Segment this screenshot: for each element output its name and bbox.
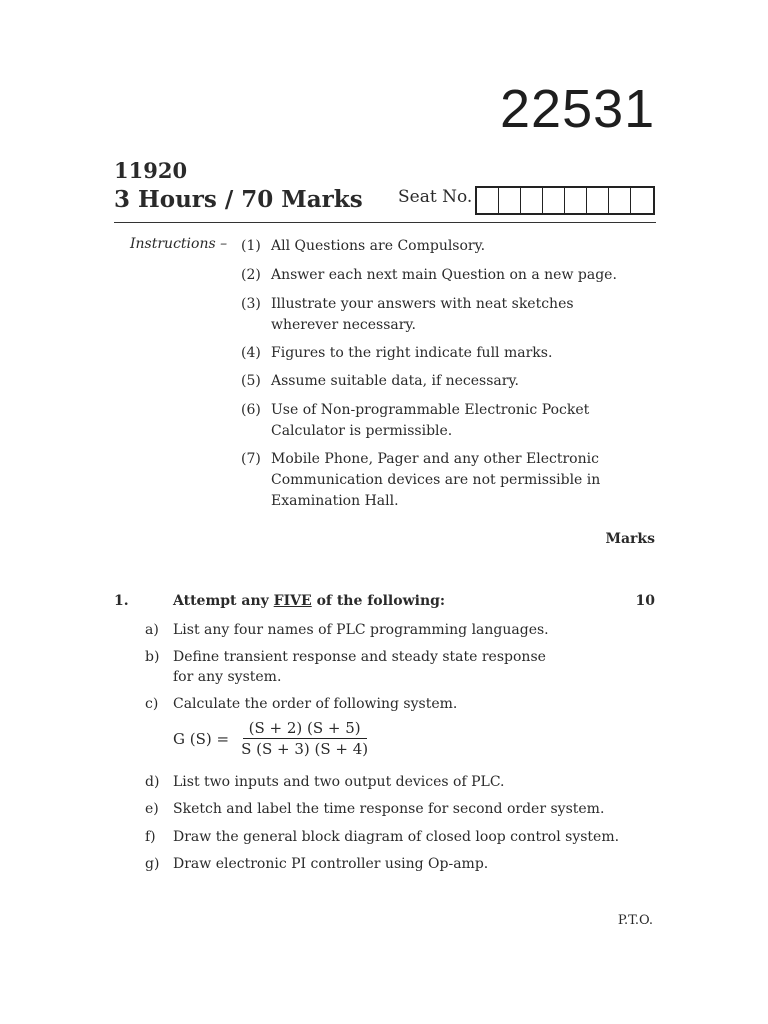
please-turn-over: P.T.O. <box>617 913 653 928</box>
question-part <box>145 827 625 847</box>
instruction-number: (4) <box>241 345 261 361</box>
instruction-number: (5) <box>241 373 261 389</box>
part-text: List two inputs and two output devices of PLC. <box>173 774 505 790</box>
instruction-item <box>241 449 635 512</box>
question-part <box>145 854 565 874</box>
instruction-item <box>241 400 635 442</box>
instruction-item <box>241 294 635 336</box>
question-stem-emphasis: FIVE <box>273 593 312 609</box>
instruction-item <box>241 343 635 364</box>
question-part <box>145 647 565 687</box>
marks-column-heading: Marks <box>605 531 655 547</box>
instruction-text: All Questions are Compulsory. <box>271 238 486 254</box>
formula-lhs: G (S) = <box>173 729 230 748</box>
part-text: Draw electronic PI controller using Op-amp. <box>173 856 489 872</box>
formula-fraction <box>235 718 374 759</box>
part-label: f) <box>145 829 156 845</box>
seat-box[interactable] <box>477 188 499 213</box>
duration-marks: 3 Hours / 70 Marks <box>114 186 363 213</box>
question-stem-before: Attempt any <box>173 593 269 609</box>
instruction-text: Mobile Phone, Pager and any other Electronic Communication devices are not permissible in Examination Hall. <box>271 451 601 509</box>
seat-box[interactable] <box>631 188 653 213</box>
part-text: Sketch and label the time response for second order system. <box>173 801 605 817</box>
instruction-number: (2) <box>241 267 261 283</box>
question-marks: 10 <box>635 593 655 609</box>
part-label: g) <box>145 856 160 872</box>
instruction-number: (6) <box>241 402 261 418</box>
seat-box[interactable] <box>587 188 609 213</box>
paper-code: 22531 <box>500 79 656 139</box>
instruction-item <box>241 265 635 286</box>
part-label: a) <box>145 622 159 638</box>
seat-box[interactable] <box>609 188 631 213</box>
question-part <box>145 772 565 792</box>
instruction-text: Assume suitable data, if necessary. <box>271 373 519 389</box>
question-stem-after: of the following: <box>316 593 446 609</box>
instruction-number: (3) <box>241 296 261 312</box>
question-stem <box>173 593 445 609</box>
seat-box[interactable] <box>543 188 565 213</box>
part-label: b) <box>145 649 160 665</box>
instruction-text: Answer each next main Question on a new page. <box>271 267 617 283</box>
seat-box[interactable] <box>521 188 543 213</box>
seat-number-label: Seat No. <box>398 187 473 207</box>
exam-code-number: 11920 <box>114 158 188 183</box>
instruction-text: Figures to the right indicate full marks. <box>271 345 553 361</box>
instruction-text: Use of Non-programmable Electronic Pocket Calculator is permissible. <box>271 402 590 439</box>
instruction-number: (1) <box>241 238 261 254</box>
part-label: d) <box>145 774 160 790</box>
question-part <box>145 799 605 819</box>
part-text: Draw the general block diagram of closed loop control system. <box>173 829 620 845</box>
instruction-number: (7) <box>241 451 261 467</box>
part-text: List any four names of PLC programming languages. <box>173 622 549 638</box>
question-number: 1. <box>114 593 129 609</box>
instructions-label: Instructions – <box>130 236 228 252</box>
seat-box[interactable] <box>499 188 521 213</box>
instruction-item <box>241 371 635 392</box>
header-divider <box>114 222 656 223</box>
part-label: e) <box>145 801 159 817</box>
part-text: Define transient response and steady state response for any system. <box>173 649 546 685</box>
instruction-text: Illustrate your answers with neat sketches wherever necessary. <box>271 296 574 333</box>
instruction-item <box>241 236 635 257</box>
formula-denominator: S (S + 3) (S + 4) <box>241 740 369 758</box>
part-label: c) <box>145 696 159 712</box>
part-text: Calculate the order of following system. <box>173 696 458 712</box>
question-part <box>145 694 565 714</box>
seat-number-boxes[interactable] <box>475 186 655 215</box>
question-part <box>145 620 565 640</box>
transfer-function-formula <box>173 718 374 759</box>
seat-box[interactable] <box>565 188 587 213</box>
formula-numerator: (S + 2) (S + 5) <box>243 718 367 739</box>
